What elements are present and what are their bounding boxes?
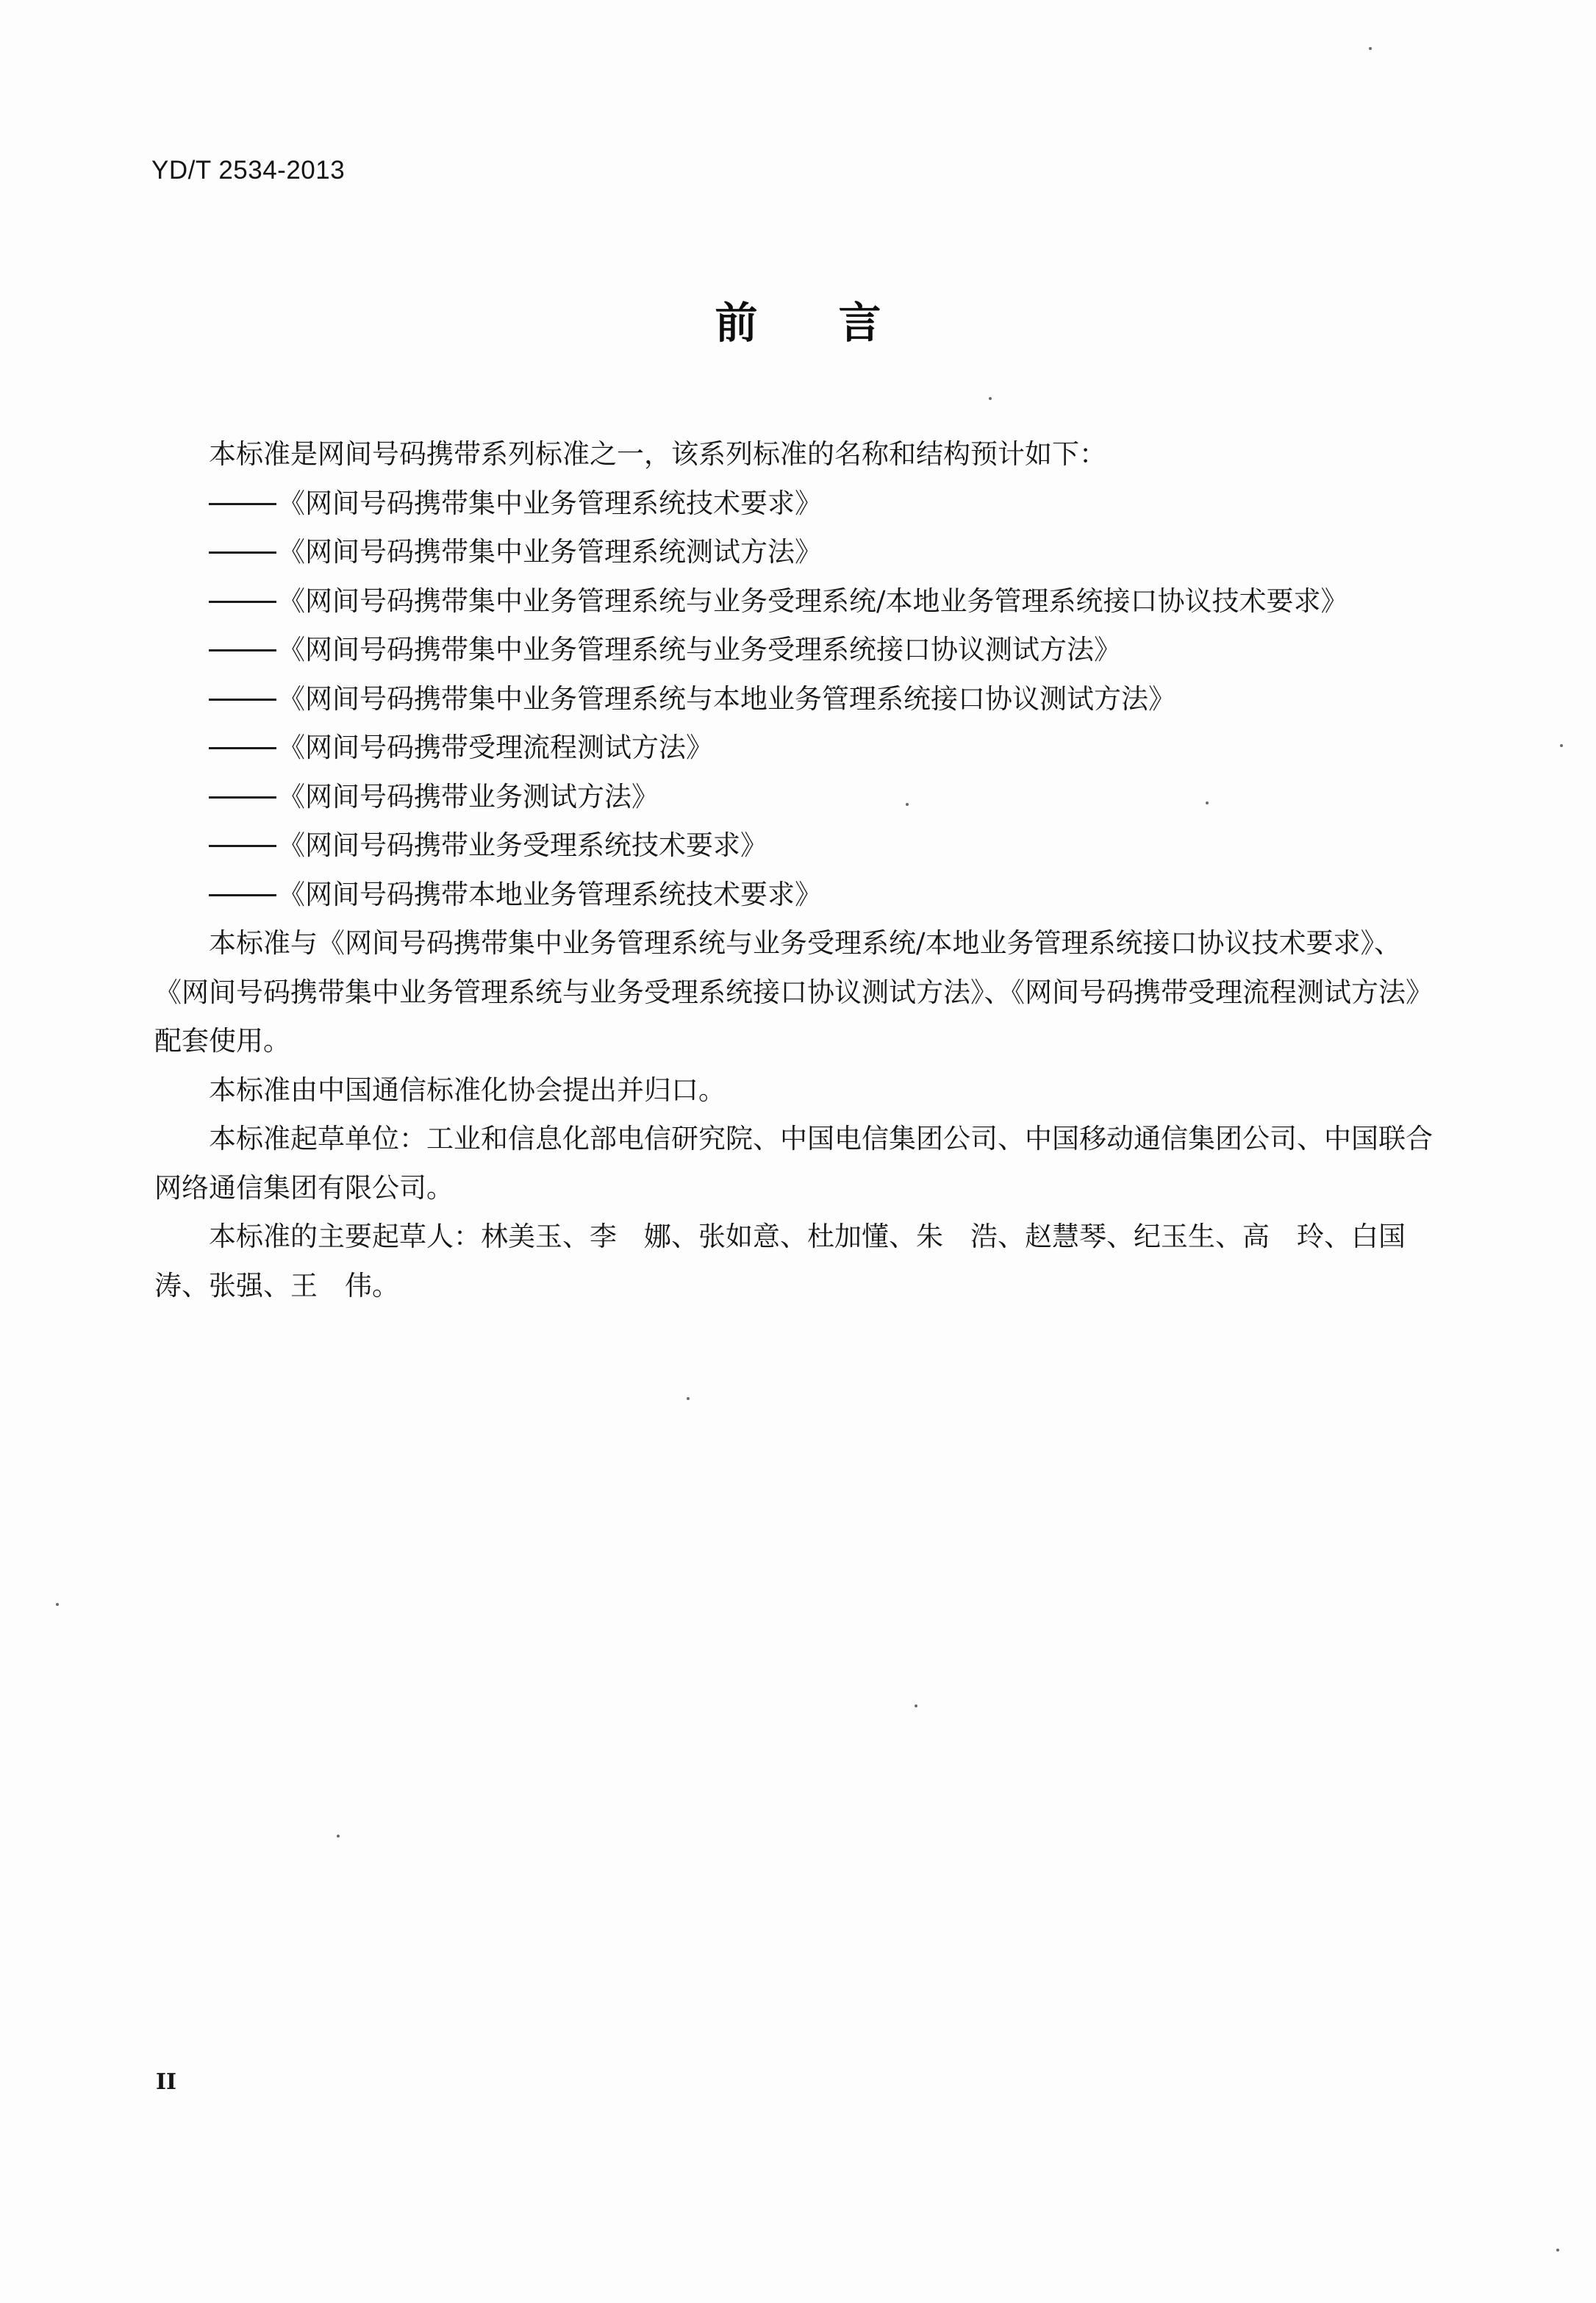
foreword-body — [154, 430, 1441, 1310]
list-item-text: 《网间号码携带集中业务管理系统与本地业务管理系统接口协议测试方法》 — [278, 682, 1175, 715]
scan-speck — [1556, 2249, 1559, 2252]
companion-use-paragraph: 本标准与《网间号码携带集中业务管理系统与业务受理系统/本地业务管理系统接口协议技术要求》、《网间号码携带集中业务管理系统与业务受理系统接口协议测试方法》、《网间号码携带受理流程测试方法》配套使用。 — [154, 927, 1433, 1057]
dash-mark — [209, 649, 276, 651]
dash-mark — [209, 551, 276, 554]
dash-mark — [209, 503, 276, 505]
dash-mark — [209, 796, 276, 799]
scan-speck — [337, 1835, 340, 1838]
list-item — [154, 626, 1441, 675]
dash-mark — [209, 845, 276, 847]
list-item — [154, 528, 1441, 577]
scan-speck — [915, 1704, 917, 1707]
list-item — [154, 871, 1441, 920]
scan-speck — [989, 397, 992, 400]
list-item-text: 《网间号码携带业务受理系统技术要求》 — [278, 829, 767, 861]
list-item-text: 《网间号码携带集中业务管理系统与业务受理系统/本地业务管理系统接口协议技术要求》 — [278, 585, 1348, 617]
dash-mark — [209, 601, 276, 603]
dash-mark — [209, 894, 276, 896]
scan-speck — [1369, 47, 1372, 50]
page-title: 前言 — [715, 298, 962, 348]
drafters-paragraph: 本标准的主要起草人：林美玉、李 娜、张如意、杜加懂、朱 浩、赵慧琴、纪玉生、高 玲、白国涛、张强、王 伟。 — [154, 1221, 1406, 1302]
drafting-units-paragraph: 本标准起草单位：工业和信息化部电信研究院、中国电信集团公司、中国移动通信集团公司、中国联合网络通信集团有限公司。 — [154, 1123, 1433, 1204]
series-list — [154, 479, 1441, 920]
list-item — [154, 773, 1441, 822]
standard-number: YD/T 2534-2013 — [151, 156, 346, 185]
scan-speck — [906, 803, 909, 806]
list-item-text: 《网间号码携带本地业务管理系统技术要求》 — [278, 878, 822, 910]
list-item-text: 《网间号码携带集中业务管理系统技术要求》 — [278, 487, 822, 519]
list-item-text: 《网间号码携带集中业务管理系统与业务受理系统接口协议测试方法》 — [278, 634, 1121, 665]
list-item-text: 《网间号码携带受理流程测试方法》 — [278, 732, 713, 763]
proposed-by-paragraph: 本标准由中国通信标准化协会提出并归口。 — [209, 1074, 726, 1106]
list-item — [154, 675, 1441, 724]
dash-mark — [209, 699, 276, 701]
scan-speck — [56, 1603, 59, 1606]
dash-mark — [209, 747, 276, 749]
list-item-text: 《网间号码携带集中业务管理系统测试方法》 — [278, 536, 822, 568]
scan-speck — [1206, 801, 1209, 804]
list-item — [154, 724, 1441, 773]
page-number: II — [156, 2069, 177, 2095]
scan-speck — [1560, 744, 1563, 747]
list-item — [154, 821, 1441, 871]
intro-paragraph: 本标准是网间号码携带系列标准之一，该系列标准的名称和结构预计如下： — [209, 438, 1106, 470]
scan-speck — [687, 1397, 690, 1400]
list-item — [154, 479, 1441, 529]
list-item — [154, 577, 1441, 626]
list-item-text: 《网间号码携带业务测试方法》 — [278, 780, 659, 813]
